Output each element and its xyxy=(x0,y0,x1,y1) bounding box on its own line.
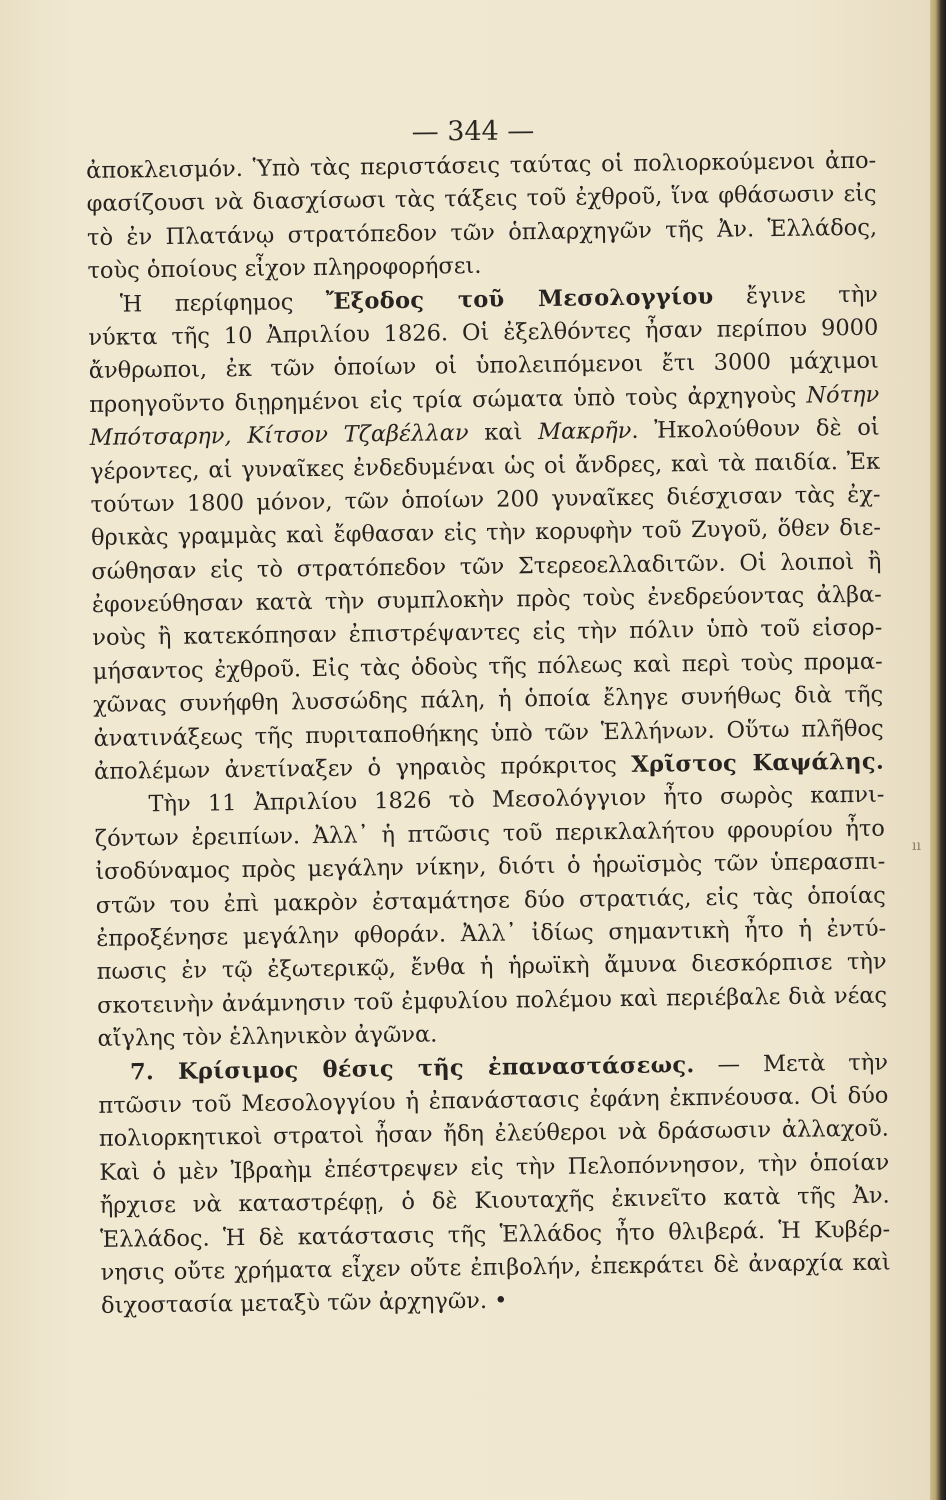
page-text-body xyxy=(86,145,891,1324)
text-run: ἀπολέμων ἀνετίναξεν ὁ γηραιὸς πρόκριτος xyxy=(93,751,632,785)
text-run: θρικὰς γραμμὰς καὶ ἔφθασαν εἰς τὴν κορυφὴν τοῦ Ζυγοῦ, ὅθεν διε- xyxy=(90,514,882,552)
text-run: νησις οὔτε χρήματα εἶχεν οὔτε ἐπιβολήν, ἐπεκράτει δὲ ἀναρχία καὶ xyxy=(100,1249,891,1286)
text-run: τὸ ἐν Πλατάνῳ στρατόπεδον τῶν ὁπλαρχηγῶν τῆς Ἀν. Ἑλλάδος, xyxy=(86,214,878,251)
text-run: Ἑλλάδος. Ἡ δὲ κατάστασις τῆς Ἑλλάδος ἦτο θλιβερά. Ἡ Κυβέρ- xyxy=(100,1216,891,1253)
italic-name: Μπότσαρην, Κίτσον Τζαβέλλαν xyxy=(89,420,469,452)
bold-phrase: Ἔξοδος τοῦ Μεσολογγίου xyxy=(325,283,714,315)
text-run: καὶ xyxy=(468,419,539,447)
text-run: πτῶσιν τοῦ Μεσολογγίου ἡ ἐπανάστασις ἐφάνη ἐκπνέουσα. Οἱ δύο xyxy=(98,1082,889,1119)
text-run: διχοστασία μεταξὺ τῶν ἀρχηγῶν. • xyxy=(100,1287,508,1320)
text-run: σώθησαν εἰς τὸ στρατόπεδον τῶν Στερεοελλαδιτῶν. Οἱ λοιποὶ ἢ xyxy=(91,548,882,585)
text-run: νύκτα τῆς 10 Ἀπριλίου 1826. Οἱ ἐξελθόντες ἦσαν περίπου 9000 xyxy=(88,314,879,351)
text-run: Καὶ ὁ μὲν Ἰβραὴμ ἐπέστρεψεν εἰς τὴν Πελοπόννησον, τὴν ὁποίαν xyxy=(99,1149,890,1186)
text-run: σκοτεινὴν ἀνάμνησιν τοῦ ἐμφυλίου πολέμου καὶ περιέβαλε διὰ νέας xyxy=(96,982,888,1019)
bold-phrase: 7. Κρίσιμος θέσις τῆς ἐπαναστάσεως. xyxy=(129,1051,695,1086)
bold-phrase: Χρῖστος Καψάλης. xyxy=(631,748,885,778)
text-run: Ἡ περίφημος xyxy=(119,288,327,318)
text-run: πωσις ἐν τῷ ἐξωτερικῷ, ἔνθα ἡ ἡρωϊκὴ ἄμυνα διεσκόρπισε τὴν xyxy=(96,948,887,986)
text-run: προηγοῦντο διῃρημένοι εἰς τρία σώματα ὑπὸ τοὺς ἀρχηγοὺς xyxy=(89,382,807,418)
text-run: πολιορκητικοὶ στρατοὶ ἦσαν ἤδη ἐλεύθεροι νὰ δράσωσιν ἀλλαχοῦ. xyxy=(98,1115,889,1153)
text-run: . Ἠκολούθουν δὲ οἱ xyxy=(631,414,880,445)
book-edge xyxy=(930,0,946,1500)
margin-mark: ıı xyxy=(912,838,921,854)
italic-name: Μακρῆν xyxy=(537,418,632,446)
text-run: φασίζουσι νὰ διασχίσωσι τὰς τάξεις τοῦ ἐχθροῦ, ἵνα φθάσωσιν εἰς xyxy=(86,181,877,218)
text-run: γέροντες, αἱ γυναῖκες ἐνδεδυμέναι ὡς οἱ ἄνδρες, καὶ τὰ παιδία. Ἐκ xyxy=(89,448,881,485)
text-run: ἀποκλεισμόν. Ὑπὸ τὰς περιστάσεις ταύτας οἱ πολιορκούμενοι ἀπο- xyxy=(86,147,877,184)
text-run: χῶνας συνήφθη λυσσώδης πάλη, ἡ ὁποία ἔληγε συνήθως διὰ τῆς xyxy=(93,681,884,719)
text-run: ἐπροξένησε μεγάλην φθοράν. Ἀλλ᾽ ἰδίως σημαντικὴ ἦτο ἡ ἐντύ- xyxy=(96,915,887,952)
text-run: τοὺς ὁποίους εἶχον πληροφορήσει. xyxy=(87,253,482,285)
text-run: ἰσοδύναμος πρὸς μεγάλην νίκην, διότι ὁ ἡρωϊσμὸς τῶν ὑπερασπι- xyxy=(95,848,886,886)
text-run: ζόντων ἐρειπίων. Ἀλλ᾽ ἡ πτῶσις τοῦ περικλαλήτου φρουρίου ἦτο xyxy=(94,815,886,852)
text-run: ἐφονεύθησαν κατὰ τὴν συμπλοκὴν πρὸς τοὺς ἐνεδρεύοντας ἀλβα- xyxy=(91,581,882,619)
text-run: μήσαντος ἐχθροῦ. Εἰς τὰς ὁδοὺς τῆς πόλεως καὶ περὶ τοὺς προμα- xyxy=(92,648,883,685)
italic-name: Νότην xyxy=(806,381,880,409)
text-run: αἴγλης τὸν ἑλληνικὸν ἀγῶνα. xyxy=(97,1021,438,1053)
page-number: — 344 — xyxy=(411,115,535,148)
text-run: ἀνατινάξεως τῆς πυριταποθήκης ὑπὸ τῶν Ἑλλήνων. Οὕτω πλῆθος xyxy=(93,715,884,752)
text-run: νοὺς ἢ κατεκόπησαν ἐπιστρέψαντες εἰς τὴν πόλιν ὑπὸ τοῦ εἰσορ- xyxy=(92,615,883,652)
text-run: ἄνθρωποι, ἐκ τῶν ὁποίων οἱ ὑπολειπόμενοι ἔτι 3000 μάχιμοι xyxy=(88,347,879,385)
text-run: — Μετὰ τὴν xyxy=(694,1049,889,1078)
text-run: ἤρχισε νὰ καταστρέφῃ, ὁ δὲ Κιουταχῆς ἐκινεῖτο κατὰ τῆς Ἀν. xyxy=(99,1182,890,1220)
text-run: Τὴν 11 Ἀπριλίου 1826 τὸ Μεσολόγγιον ἦτο σωρὸς καπνι- xyxy=(148,782,885,818)
text-run: τούτων 1800 μόνον, τῶν ὁποίων 200 γυναῖκες διέσχισαν τὰς ἐχ- xyxy=(90,481,881,518)
text-run: ἔγινε τὴν xyxy=(713,281,879,310)
text-run: στῶν του ἐπὶ μακρὸν ἐσταμάτησε δύο στρατιάς, εἰς τὰς ὁποίας xyxy=(95,882,886,919)
